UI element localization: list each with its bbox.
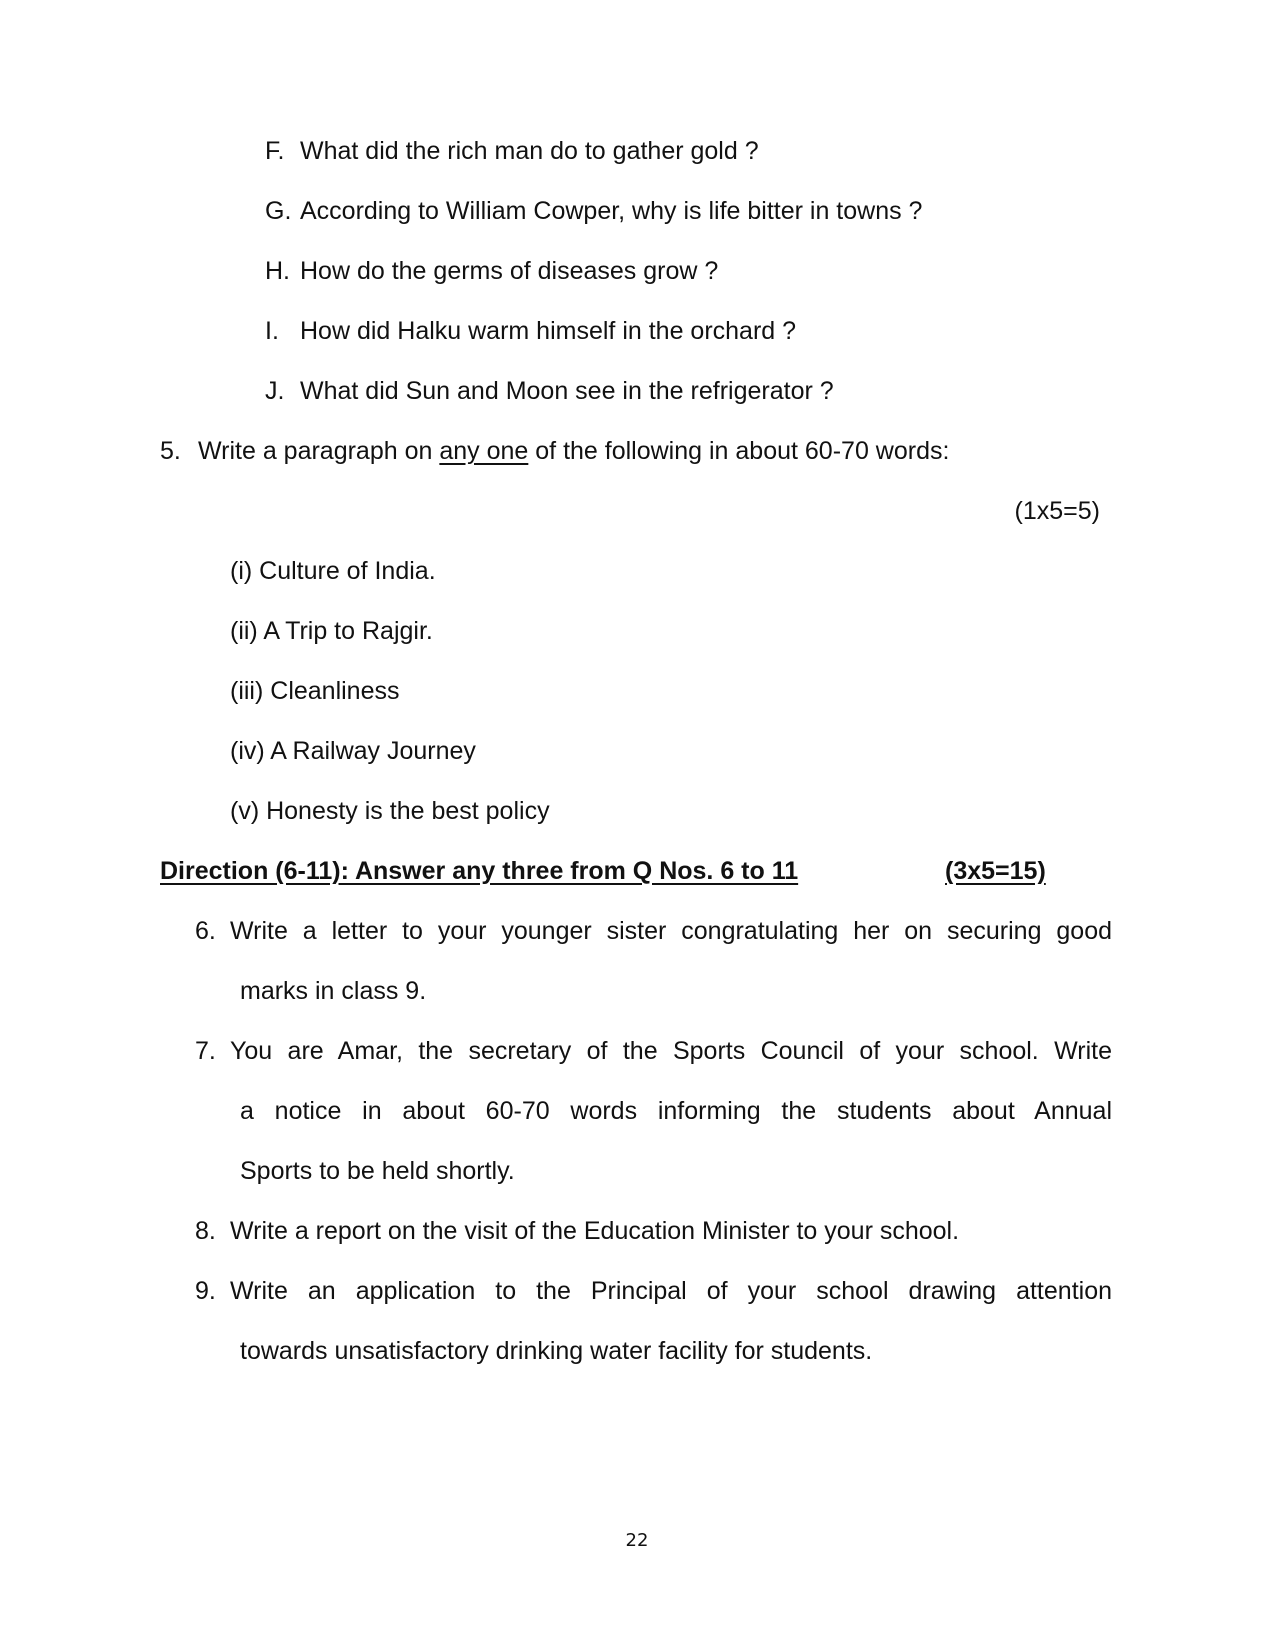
q6-number: 6. <box>195 917 216 945</box>
q5-number: 5. <box>160 437 181 465</box>
page-number: 22 <box>625 1530 649 1551</box>
q7-line: a notice in about 60-70 words informing the students about Annual <box>240 1097 1112 1125</box>
q5-text-before: Write a paragraph on <box>198 437 440 465</box>
q5-option: (iv) A Railway Journey <box>230 737 476 765</box>
q4-item-i <box>265 316 796 346</box>
q5-marks: (1x5=5) <box>1014 497 1100 525</box>
q4-item-f <box>265 136 759 166</box>
q4-item-g <box>265 196 922 226</box>
q4-item-marker: J. <box>265 377 285 405</box>
q5-option: (ii) A Trip to Rajgir. <box>230 617 433 645</box>
q8-number: 8. <box>195 1217 216 1245</box>
q5-option: (i) Culture of India. <box>230 557 436 585</box>
q4-item-text: What did the rich man do to gather gold ? <box>300 137 759 165</box>
q4-item-marker: F. <box>265 137 285 165</box>
q5-text-underlined: any one <box>439 437 529 465</box>
q4-item-j <box>265 376 834 406</box>
q4-item-text: What did Sun and Moon see in the refrigerator ? <box>300 377 834 405</box>
q9-line: Write an application to the Principal of your school drawing attention <box>230 1277 1112 1305</box>
q8-line: Write a report on the visit of the Education Minister to your school. <box>230 1217 960 1245</box>
q7-line: Sports to be held shortly. <box>240 1157 515 1185</box>
q4-item-marker: I. <box>265 317 279 345</box>
q7-number: 7. <box>195 1037 216 1065</box>
q5-prompt <box>160 436 949 466</box>
q5-option: (iii) Cleanliness <box>230 677 400 705</box>
q9-line: towards unsatisfactory drinking water facility for students. <box>240 1337 873 1365</box>
direction-marks: (3x5=15) <box>945 857 1046 885</box>
q6-line: marks in class 9. <box>240 977 427 1005</box>
q6-line: Write a letter to your younger sister congratulating her on securing good <box>230 917 1112 945</box>
q7-line: You are Amar, the secretary of the Sports Council of your school. Write <box>230 1037 1112 1065</box>
q5-option: (v) Honesty is the best policy <box>230 797 550 825</box>
q4-item-text: How did Halku warm himself in the orchard ? <box>300 317 797 345</box>
q5-text-after: of the following in about 60-70 words: <box>528 437 950 465</box>
direction-heading: Direction (6-11): Answer any three from Q Nos. 6 to 11 <box>160 857 799 885</box>
q4-item-h <box>265 256 718 286</box>
q4-item-text: How do the germs of diseases grow ? <box>300 257 719 285</box>
q4-item-marker: H. <box>265 257 290 285</box>
q4-item-text: According to William Cowper, why is life bitter in towns ? <box>300 197 923 225</box>
q4-item-marker: G. <box>265 197 292 225</box>
q9-number: 9. <box>195 1277 216 1305</box>
